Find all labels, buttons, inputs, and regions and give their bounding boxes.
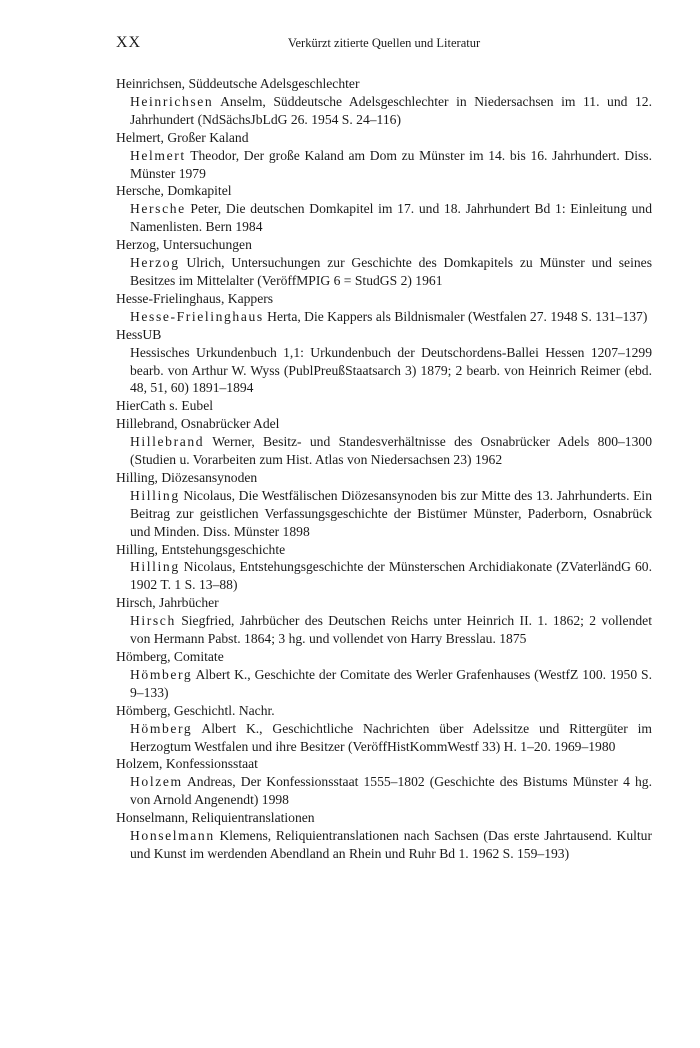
entry-author: Hilling: [130, 487, 180, 503]
entry-short-title: HessUB: [116, 326, 162, 342]
entry-text: Klemens, Reliquientranslationen nach Sachsen (Das erste Jahrtausend. Kultur und Kunst im werdenden Abendland an Rhein und Ruhr Bd 1. 1962 S. 159–193): [130, 828, 652, 861]
entry-citation: [116, 147, 652, 183]
entry-text: Andreas, Der Konfessionsstaat 1555–1802 (Geschichte des Bistums Münster 4 hg. von Arnold Angenendt) 1998: [130, 774, 652, 808]
entry-author: Hömberg: [130, 666, 193, 682]
entry-citation: [116, 254, 652, 290]
entry-text: Werner, Besitz- und Standesverhältnisse des Osnabrücker Adels 800–1300 (Studien u. Vorarbeiten zum Hist. Atlas von Niedersachsen 23) 1962: [130, 434, 652, 468]
entry-text: Nicolaus, Die Westfälischen Diözesansynoden bis zur Mitte des 13. Jahrhunderts. Ein Beitrag zur geistlichen Verfassungsgeschichte der Bistümer Münster, Paderborn, Osnabrück und Minden. Diss. Münster 1898: [130, 487, 652, 539]
entry-short-title: Hilling, Entstehungsgeschichte: [116, 541, 286, 557]
bibliography-entry: [116, 594, 652, 648]
entry-citation: [116, 720, 652, 756]
bibliography-entry: [116, 182, 652, 236]
bibliography-entry: [116, 326, 652, 398]
entry-citation: [116, 487, 652, 541]
page-header: [116, 34, 652, 58]
running-title: Verkürzt zitierte Quellen und Literatur: [287, 36, 481, 50]
entry-text: Herta, Die Kappers als Bildnismaler (Westfalen 27. 1948 S. 131–137): [263, 308, 648, 324]
entry-author: Hersche: [130, 201, 186, 217]
entry-text: Anselm, Süddeutsche Adelsgeschlechter in Niedersachsen im 11. und 12. Jahrhundert (NdSächsJbLdG 26. 1954 S. 24–116): [130, 93, 652, 127]
entry-citation: [116, 308, 652, 326]
entry-short-title: Honselmann, Reliquientranslationen: [116, 810, 315, 826]
bibliography-entry: [116, 702, 652, 756]
entry-text: Ulrich, Untersuchungen zur Geschichte des Domkapitels zu Münster und seines Besitzes im Mittelalter (VeröffMPIG 6 = StudGS 2) 1961: [130, 255, 652, 288]
entry-short-title: Hillebrand, Osnabrücker Adel: [116, 416, 280, 432]
bibliography-entry: [116, 236, 652, 290]
entry-text: Albert K., Geschichte der Comitate des Werler Grafenhauses (WestfZ 100. 1950 S. 9–133): [130, 666, 652, 700]
bibliography-entry: [116, 129, 652, 183]
entry-author: Hesse-Frielinghaus: [130, 308, 264, 324]
entry-citation: [116, 344, 652, 398]
entry-text: Albert K., Geschichtliche Nachrichten über Adelssitze und Rittergüter im Herzogtum Westfalen und ihre Besitzer (VeröffHistKommWestf 33) H. 1–20. 1969–1980: [130, 720, 652, 754]
entry-short-title: Herzog, Untersuchungen: [116, 237, 252, 253]
bibliography-entry: [116, 397, 652, 415]
entry-citation: [116, 612, 652, 648]
page-number: XX: [116, 34, 142, 51]
entry-author: Helmert: [130, 147, 186, 163]
bibliography-entry: [116, 290, 652, 326]
entry-author: Honselmann: [130, 828, 215, 844]
entry-author: Holzem: [130, 774, 183, 790]
entry-author: Hilling: [130, 559, 180, 575]
entry-short-title: HierCath s. Eubel: [116, 398, 214, 414]
bibliography-entry: [116, 541, 652, 595]
bibliography-entry: [116, 75, 652, 129]
entry-text: Theodor, Der große Kaland am Dom zu Münster im 14. bis 16. Jahrhundert. Diss. Münster 1979: [130, 147, 652, 181]
entry-author: Hirsch: [130, 613, 176, 629]
entry-author: Hömberg: [130, 720, 193, 736]
entry-short-title: Hersche, Domkapitel: [116, 183, 232, 199]
entry-text: Siegfried, Jahrbücher des Deutschen Reichs unter Heinrich II. 1. 1862; 2 vollendet von Hermann Pabst. 1864; 3 hg. und vollendet von Harry Bresslau. 1875: [130, 613, 652, 647]
bibliography-entry: [116, 415, 652, 469]
entry-citation: [116, 93, 652, 129]
bibliography-entry: [116, 755, 652, 809]
entry-text: Peter, Die deutschen Domkapitel im 17. und 18. Jahrhundert Bd 1: Einleitung und Namenlisten. Bern 1984: [130, 201, 652, 235]
entry-short-title: Heinrichsen, Süddeutsche Adelsgeschlechter: [116, 76, 360, 91]
entry-author: Herzog: [130, 255, 180, 271]
entry-short-title: Hesse-Frielinghaus, Kappers: [116, 290, 274, 306]
entry-short-title: Hömberg, Geschichtl. Nachr.: [116, 702, 275, 718]
entry-citation: [116, 200, 652, 236]
entry-short-title: Hirsch, Jahrbücher: [116, 595, 219, 611]
bibliography-entry: [116, 648, 652, 702]
entry-text: Nicolaus, Entstehungsgeschichte der Münsterschen Archidiakonate (ZVaterländG 60. 1902 T. 1 S. 13–88): [130, 559, 652, 593]
entry-citation: [116, 558, 652, 594]
entry-author: Heinrichsen: [130, 93, 214, 109]
entry-citation: [116, 666, 652, 702]
bibliography-entry: [116, 469, 652, 541]
entry-citation: [116, 773, 652, 809]
bibliography-list: [116, 75, 652, 863]
entry-short-title: Holzem, Konfessionsstaat: [116, 756, 258, 772]
entry-citation: [116, 827, 652, 863]
bibliography-entry: [116, 809, 652, 863]
entry-short-title: Helmert, Großer Kaland: [116, 129, 249, 145]
entry-short-title: Hilling, Diözesansynoden: [116, 469, 258, 485]
entry-short-title: Hömberg, Comitate: [116, 649, 224, 664]
entry-text: Hessisches Urkundenbuch 1,1: Urkundenbuch der Deutschordens-Ballei Hessen 1207–1299 bearb. von Arthur W. Wyss (PublPreußStaatsarch 3) 1879; 2 bearb. von Heinrich Reimer (ebd. 48, 51, 60) 1891–1894: [130, 344, 652, 396]
entry-author: Hillebrand: [130, 434, 205, 450]
entry-citation: [116, 433, 652, 469]
